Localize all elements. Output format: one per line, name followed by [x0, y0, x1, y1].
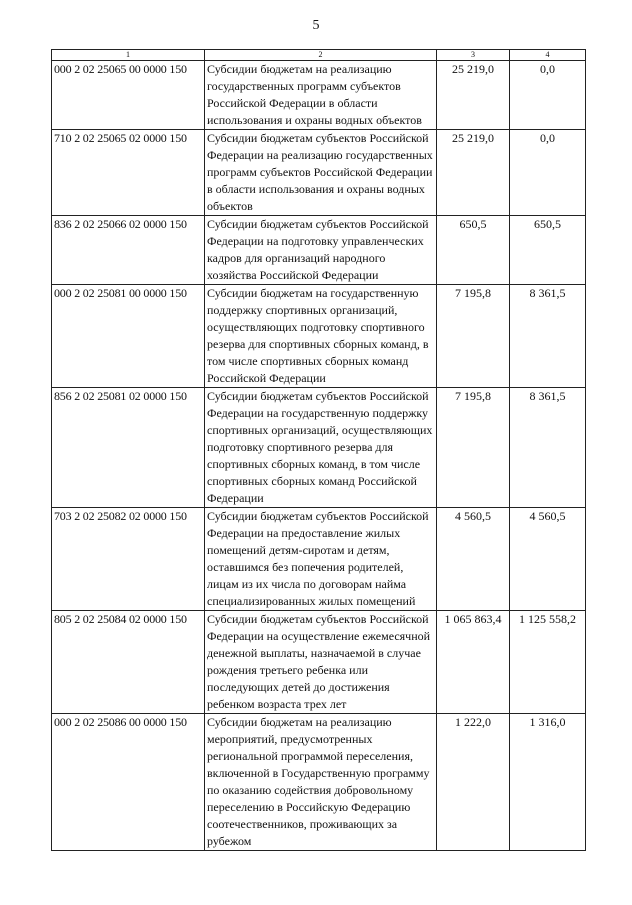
table-row — [52, 714, 586, 851]
table-row — [52, 216, 586, 285]
amount-column-4: 4 560,5 — [510, 508, 586, 611]
classification-code: 856 2 02 25081 02 0000 150 — [52, 388, 205, 508]
amount-column-3: 7 195,8 — [437, 388, 510, 508]
column-header-1: 1 — [52, 50, 205, 61]
budget-table — [51, 49, 586, 851]
amount-column-4: 0,0 — [510, 130, 586, 216]
revenue-description: Субсидии бюджетам на реализацию государственных программ субъектов Российской Федерации в области использования и охраны водных объектов — [205, 61, 437, 130]
table-row — [52, 285, 586, 388]
amount-column-3: 25 219,0 — [437, 61, 510, 130]
classification-code: 000 2 02 25086 00 0000 150 — [52, 714, 205, 851]
classification-code: 710 2 02 25065 02 0000 150 — [52, 130, 205, 216]
column-header-2: 2 — [205, 50, 437, 61]
revenue-description: Субсидии бюджетам субъектов Российской Федерации на подготовку управленческих кадров для организаций народного хозяйства Российской Федерации — [205, 216, 437, 285]
table-row — [52, 61, 586, 130]
column-header-3: 3 — [437, 50, 510, 61]
revenue-description: Субсидии бюджетам субъектов Российской Федерации на государственную поддержку спортивных организаций, осуществляющих подготовку спортивного резерва для спортивных сборных команд, в том числе спортивных сборных команд Российской Федерации — [205, 388, 437, 508]
table-row — [52, 130, 586, 216]
page-number: 5 — [312, 18, 320, 33]
amount-column-4: 1 125 558,2 — [510, 611, 586, 714]
column-header-4: 4 — [510, 50, 586, 61]
amount-column-3: 1 222,0 — [437, 714, 510, 851]
amount-column-4: 8 361,5 — [510, 388, 586, 508]
revenue-description: Субсидии бюджетам субъектов Российской Федерации на реализацию государственных программ субъектов Российской Федерации в области использования и охраны водных объектов — [205, 130, 437, 216]
table-header — [52, 50, 586, 61]
header-row — [52, 50, 586, 61]
revenue-description: Субсидии бюджетам субъектов Российской Федерации на предоставление жилых помещений детям-сиротам и детям, оставшимся без попечения родителей, лицам из их числа по договорам найма специализированных жилых помещений — [205, 508, 437, 611]
amount-column-4: 1 316,0 — [510, 714, 586, 851]
table-row — [52, 611, 586, 714]
amount-column-3: 7 195,8 — [437, 285, 510, 388]
amount-column-3: 1 065 863,4 — [437, 611, 510, 714]
table-row — [52, 508, 586, 611]
revenue-description: Субсидии бюджетам на реализацию мероприятий, предусмотренных региональной программой переселения, включенной в Государственную программу по оказанию содействия добровольному переселению в Российскую Федерацию соотечественников, проживающих за рубежом — [205, 714, 437, 851]
classification-code: 703 2 02 25082 02 0000 150 — [52, 508, 205, 611]
classification-code: 000 2 02 25065 00 0000 150 — [52, 61, 205, 130]
amount-column-3: 650,5 — [437, 216, 510, 285]
classification-code: 000 2 02 25081 00 0000 150 — [52, 285, 205, 388]
table-row — [52, 388, 586, 508]
amount-column-3: 4 560,5 — [437, 508, 510, 611]
amount-column-4: 650,5 — [510, 216, 586, 285]
revenue-description: Субсидии бюджетам на государственную поддержку спортивных организаций, осуществляющих подготовку спортивного резерва для спортивных сборных команд, в том числе спортивных сборных команд Российской Федерации — [205, 285, 437, 388]
classification-code: 836 2 02 25066 02 0000 150 — [52, 216, 205, 285]
table-body — [52, 61, 586, 851]
amount-column-4: 8 361,5 — [510, 285, 586, 388]
amount-column-3: 25 219,0 — [437, 130, 510, 216]
revenue-description: Субсидии бюджетам субъектов Российской Федерации на осуществление ежемесячной денежной выплаты, назначаемой в случае рождения третьего ребенка или последующих детей до достижения ребенком возраста трех лет — [205, 611, 437, 714]
classification-code: 805 2 02 25084 02 0000 150 — [52, 611, 205, 714]
amount-column-4: 0,0 — [510, 61, 586, 130]
